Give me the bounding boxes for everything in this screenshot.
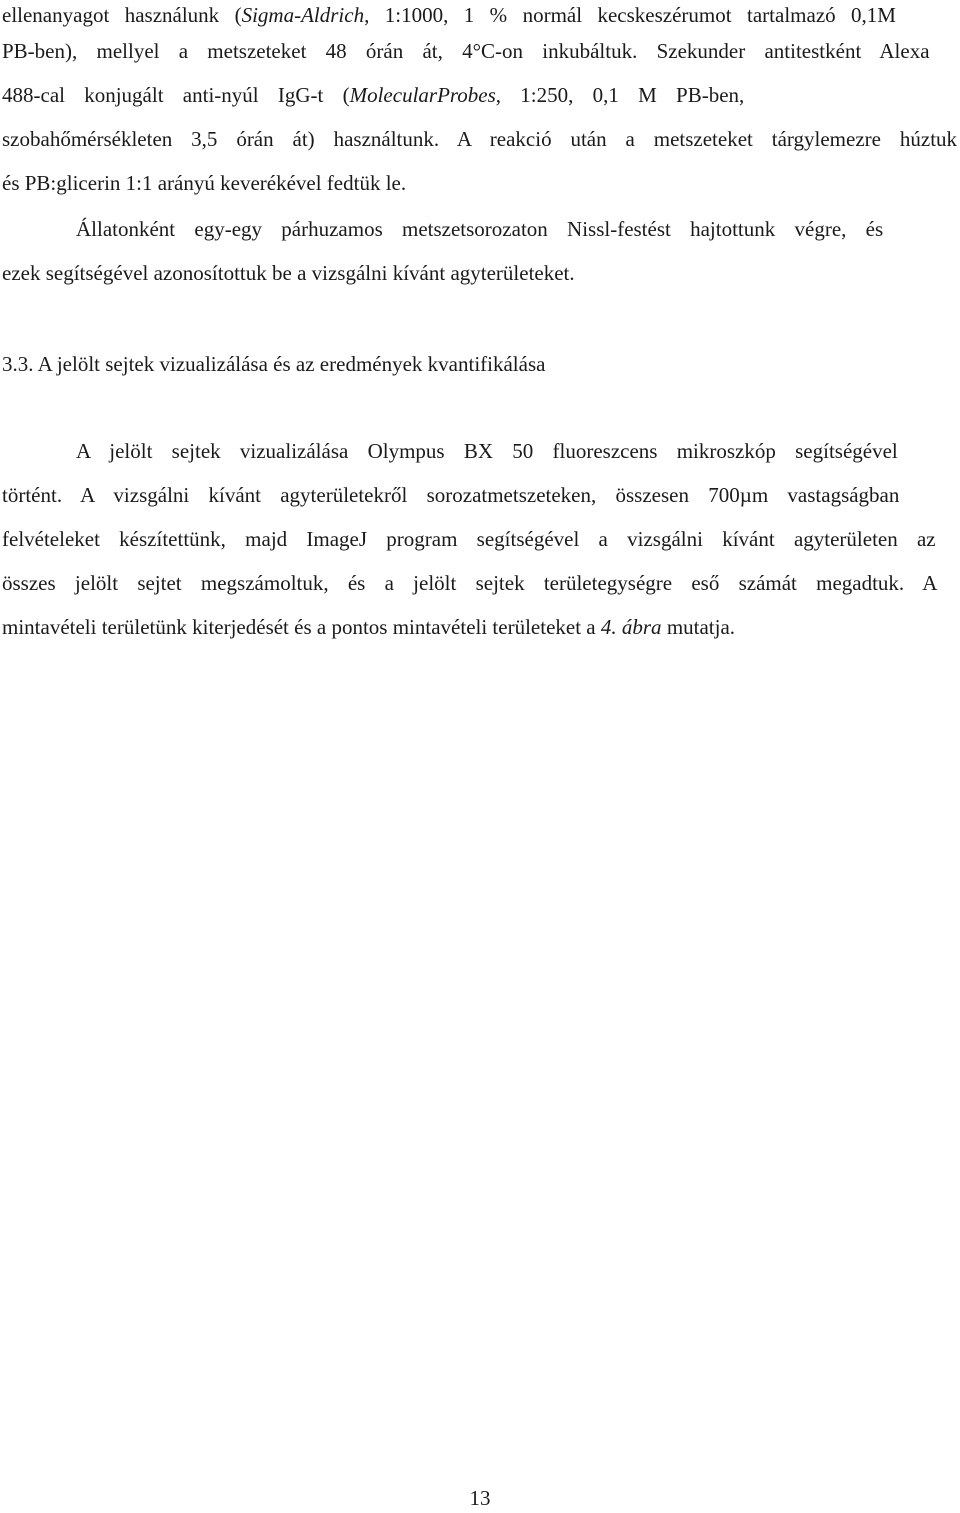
paragraph-2-line-2: ezek segítségével azonosítottuk be a vizsgálni kívánt agyterületeket. [2,261,575,285]
paragraph-1-line-1 [2,0,957,30]
section-heading: 3.3. A jelölt sejtek vizualizálása és az eredmények kvantifikálása [2,352,546,376]
paragraph-3-line-5: mintavételi területünk kiterjedését és a pontos mintavételi területeket a 4. ábra mutatja. [2,615,736,639]
paragraph-1-line-4: szobahőmérsékleten 3,5 órán át) használtunk. A reakció után a metszeteket tárgylemezre húztuk [2,127,958,151]
paragraph-1-line-3: 488-cal konjugált anti-nyúl IgG-t (MolecularProbes, 1:250, 0,1 M PB-ben, [2,83,745,107]
paragraph-3-line-1: A jelölt sejtek vizualizálása Olympus BX 50 fluoreszcens mikroszkóp segítségével [76,439,898,463]
text-run: ellenanyagot használunk (Sigma-Aldrich, 1:1000, 1 % normál kecskeszérumot tartalmazó 0,1M [2,3,896,27]
paragraph-3-line-4: összes jelölt sejtet megszámoltuk, és a jelölt sejtek területegységre eső számát megadtuk. A [2,571,938,595]
page-number: 13 [469,1486,491,1510]
paragraph-2-line-1: Állatonként egy-egy párhuzamos metszetsorozaton Nissl-festést hajtottunk végre, és [76,217,884,241]
paragraph-1-line-5: és PB:glicerin 1:1 arányú keverékével fedtük le. [2,171,407,195]
paragraph-3-line-3: felvételeket készítettünk, majd ImageJ program segítségével a vizsgálni kívánt agyterületen az [2,527,936,551]
paragraph-3-line-2: történt. A vizsgálni kívánt agyterületekről sorozatmetszeteken, összesen 700µm vastagságban [2,483,900,507]
paragraph-1-line-2: PB-ben), mellyel a metszeteket 48 órán át, 4°C-on inkubáltuk. Szekunder antitestként Alexa [2,39,930,63]
